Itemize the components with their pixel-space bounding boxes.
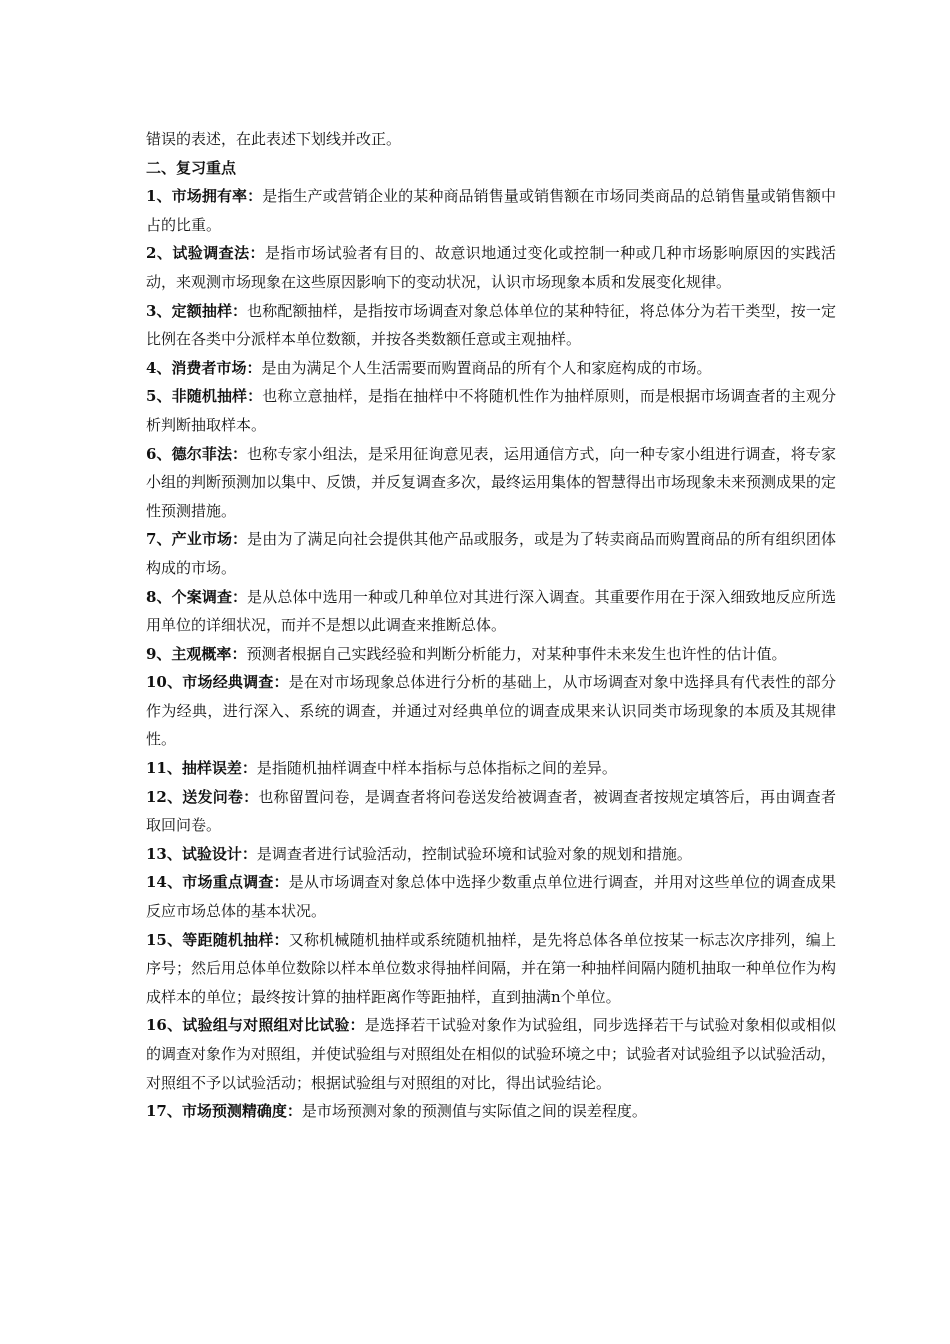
term-label: 15、等距随机抽样： [146,930,289,949]
term-definition: 也称专家小组法，是采用征询意见表，运用通信方式，向一种专家小组进行调查，将专家小组的判断预测加以集中、反馈，并反复调查多次，最终运用集体的智慧得出市场现象未来预测成果的定性预测措施。 [146,444,837,520]
definition-entry-5 [146,382,836,439]
term-label: 3、定额抽样： [146,301,248,320]
definition-entry-4 [146,354,836,383]
term-definition: 是由为了满足向社会提供其他产品或服务，或是为了转卖商品而购置商品的所有组织团体构成的市场。 [146,530,836,577]
definition-entry-13 [146,840,836,869]
term-definition: 是在对市场现象总体进行分析的基础上，从市场调查对象中选择具有代表性的部分作为经典，进行深入、系统的调查，并通过对经典单位的调查成果来认识同类市场现象的本质及其规律性。 [146,673,836,749]
definition-entry-1 [146,182,836,239]
definition-entry-9 [146,640,836,669]
term-label: 7、产业市场： [146,530,248,549]
term-label: 8、个案调查： [146,587,248,606]
definition-entry-7 [146,525,836,582]
term-definition: 是指随机抽样调查中样本指标与总体指标之间的差异。 [256,759,617,778]
term-definition: 又称机械随机抽样或系统随机抽样，是先将总体各单位按某一标志次序排列，编上序号；然后用总体单位数除以样本单位数求得抽样间隔，并在第一种抽样间隔内随机抽取一种单位作为构成样本的单位；最终按计算的抽样距离作等距抽样，直到抽满n个单位。 [146,930,837,1006]
definition-entry-15 [146,926,836,1012]
definition-entry-16 [146,1011,836,1097]
term-label: 10、市场经典调查： [146,673,289,692]
term-label: 12、送发问卷： [146,787,259,806]
term-definition: 是指市场试验者有目的、故意识地通过变化或控制一种或几种市场影响原因的实践活动，来观测市场现象在这些原因影响下的变动状况，认识市场现象本质和发展变化规律。 [146,244,836,291]
term-label: 9、主观概率： [146,644,247,663]
term-label: 6、德尔菲法： [146,444,248,463]
term-definition: 是调查者进行试验活动，控制试验环境和试验对象的规划和措施。 [256,844,692,863]
term-label: 13、试验设计： [146,844,257,863]
term-definition: 是选择若干试验对象作为试验组，同步选择若干与试验对象相似或相似的调查对象作为对照组，并使试验组与对照组处在相似的试验环境之中；试验者对试验组予以试验活动，对照组不予以试验活动；根据试验组与对照组的对比，得出试验结论。 [146,1016,837,1092]
term-label: 14、市场重点调查： [146,873,289,892]
definition-entry-17 [146,1097,836,1126]
term-definition: 是由为满足个人生活需要而购置商品的所有个人和家庭构成的市场。 [261,358,712,377]
definition-entry-11 [146,754,836,783]
term-definition: 也称配额抽样，是指按市场调查对象总体单位的某种特征，将总体分为若干类型，按一定比例在各类中分派样本单位数额，并按各类数额任意或主观抽样。 [146,301,836,349]
term-label: 4、消费者市场： [146,358,262,377]
term-definition: 也称留置问卷，是调查者将问卷送发给被调查者，被调查者按规定填答后，再由调查者取回问卷。 [146,787,836,835]
term-label: 11、抽样误差： [146,759,257,778]
definition-entry-12 [146,783,836,840]
definition-entry-8 [146,583,836,640]
term-definition: 预测者根据自己实践经验和判断分析能力，对某种事件未来发生也许性的估计值。 [246,644,787,663]
term-label: 17、市场预测精确度： [146,1102,302,1121]
intro-text: 错误的表述，在此表述下划线并改正。 [146,130,402,148]
definition-entry-10 [146,668,836,754]
definition-entry-6 [146,440,836,526]
definition-entry-3 [146,297,836,354]
section-heading: 二、复习重点 [146,158,237,177]
definition-entry-14 [146,868,836,925]
term-label: 5、非随机抽样： [146,387,263,406]
term-definition: 是从市场调查对象总体中选择少数重点单位进行调查，并用对这些单位的调查成果反应市场总体的基本状况。 [146,873,836,921]
term-label: 1、市场拥有率： [146,187,263,206]
term-label: 16、试验组与对照组对比试验： [146,1016,365,1035]
term-definition: 也称立意抽样，是指在抽样中不将随机性作为抽样原则，而是根据市场调查者的主观分析判断抽取样本。 [146,387,836,434]
document-page [146,125,836,1126]
term-label: 2、试验调查法： [146,244,265,263]
term-definition: 是从总体中选用一种或几种单位对其进行深入调查。其重要作用在于深入细致地反应所选用单位的详细状况，而并不是想以此调查来推断总体。 [146,587,836,635]
term-definition: 是指生产或营销企业的某种商品销售量或销售额在市场同类商品的总销售量或销售额中占的比重。 [146,187,836,234]
term-definition: 是市场预测对象的预测值与实际值之间的误差程度。 [301,1102,647,1121]
definition-entry-2 [146,239,836,296]
